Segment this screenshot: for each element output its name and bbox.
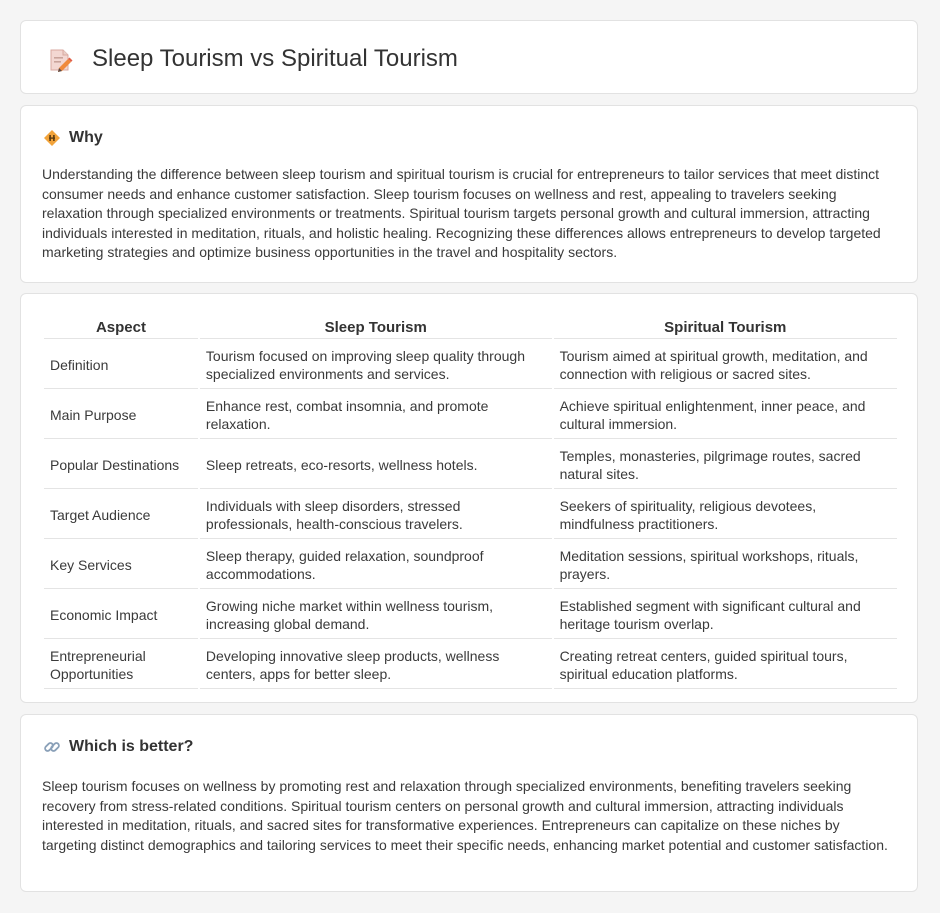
row-sleep-value: Individuals with sleep disorders, stressed professionals, health-conscious travelers. — [200, 491, 552, 539]
comparison-table — [42, 316, 899, 691]
better-heading — [43, 737, 193, 757]
better-text: Sleep tourism focuses on wellness by promoting rest and relaxation through specialized environments, benefiting travelers seeking recovery from stress-related conditions. Spiritual tourism centers on personal growth and cultural immersion, attracting individuals interested in meditation, rituals, and sacred sites for transformative experiences. Entrepreneurs can capitalize on these niches by targeting distinct demographics and tailoring services to meet their specific needs, enhancing market potential and customer satisfaction. — [42, 778, 888, 853]
better-title: Which is better? — [69, 738, 194, 755]
why-section — [20, 105, 918, 283]
table-row — [44, 591, 897, 639]
row-sleep-value: Developing innovative sleep products, wellness centers, apps for better sleep. — [200, 641, 552, 689]
row-spiritual-value: Meditation sessions, spiritual workshops, rituals, prayers. — [554, 541, 897, 589]
row-sleep-value: Enhance rest, combat insomnia, and promote relaxation. — [200, 391, 552, 439]
table-row — [44, 541, 897, 589]
row-sleep-value: Tourism focused on improving sleep quality through specialized environments and services. — [200, 341, 552, 389]
link-icon — [43, 738, 61, 756]
table-row — [44, 341, 897, 389]
why-title: Why — [69, 129, 103, 146]
row-spiritual-value: Temples, monasteries, pilgrimage routes, sacred natural sites. — [554, 441, 897, 489]
table-row — [44, 491, 897, 539]
table-row — [44, 441, 897, 489]
row-aspect: Economic Impact — [44, 591, 198, 639]
row-aspect: Popular Destinations — [44, 441, 198, 489]
why-heading — [43, 128, 103, 148]
which-is-better-section — [20, 714, 918, 892]
row-spiritual-value: Creating retreat centers, guided spiritual tours, spiritual education platforms. — [554, 641, 897, 689]
row-spiritual-value: Achieve spiritual enlightenment, inner peace, and cultural immersion. — [554, 391, 897, 439]
table-row — [44, 641, 897, 689]
row-aspect: Entrepreneurial Opportunities — [44, 641, 198, 689]
row-aspect: Main Purpose — [44, 391, 198, 439]
header-sleep-tourism: Sleep Tourism — [200, 318, 552, 339]
row-spiritual-value: Established segment with significant cultural and heritage tourism overlap. — [554, 591, 897, 639]
header-aspect: Aspect — [44, 318, 198, 339]
row-sleep-value: Sleep therapy, guided relaxation, soundproof accommodations. — [200, 541, 552, 589]
comparison-card — [20, 293, 918, 703]
header-spiritual-tourism: Spiritual Tourism — [554, 318, 897, 339]
row-aspect: Key Services — [44, 541, 198, 589]
row-aspect: Target Audience — [44, 491, 198, 539]
header-card — [20, 20, 918, 94]
pencil-paper-icon — [47, 47, 73, 73]
row-sleep-value: Growing niche market within wellness tourism, increasing global demand. — [200, 591, 552, 639]
table-row — [44, 391, 897, 439]
row-spiritual-value: Seekers of spirituality, religious devotees, mindfulness practitioners. — [554, 491, 897, 539]
row-aspect: Definition — [44, 341, 198, 389]
why-text: Understanding the difference between sleep tourism and spiritual tourism is crucial for entrepreneurs to tailor services that meet distinct consumer needs and enhance customer satisfaction. Sleep tourism focuses on wellness and rest, appealing to travelers seeking relaxation through specialized environments or treatments. Spiritual tourism targets personal growth and cultural immersion, attracting individuals interested in meditation, rituals, and holistic healing. Recognizing these differences allows entrepreneurs to develop targeted marketing strategies and optimize business opportunities in the travel and hospitality sectors. — [42, 166, 881, 261]
row-spiritual-value: Tourism aimed at spiritual growth, meditation, and connection with religious or sacred sites. — [554, 341, 897, 389]
page-title: Sleep Tourism vs Spiritual Tourism — [92, 45, 458, 72]
row-sleep-value: Sleep retreats, eco-resorts, wellness hotels. — [200, 441, 552, 489]
table-header-row — [44, 318, 897, 339]
diamond-icon — [43, 129, 61, 147]
